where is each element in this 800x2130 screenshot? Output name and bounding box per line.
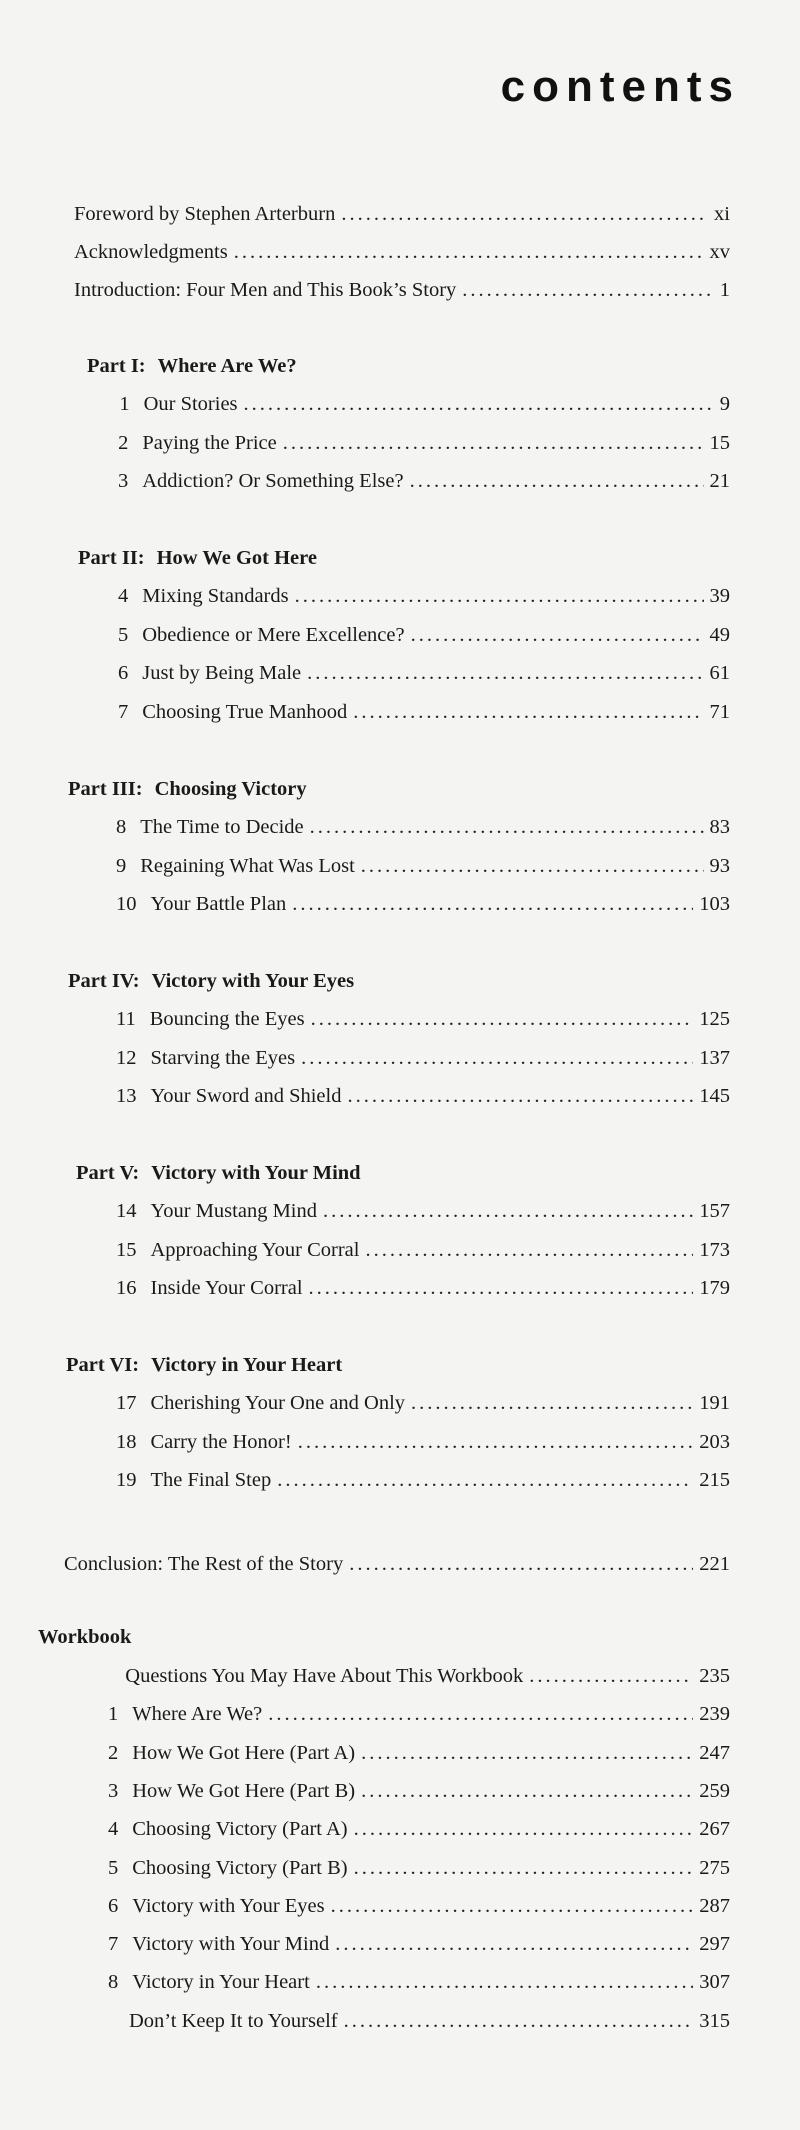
entry-title: Obedience or Mere Excellence? [142,623,405,646]
toc-entry [116,1085,730,1115]
entry-title: Your Sword and Shield [150,1085,342,1107]
dot-leader [244,393,714,416]
entry-number: 4 [108,1818,119,1841]
entry-title: Where Are We? [132,1703,263,1726]
entry-page-number: 259 [699,1779,730,1802]
entry-page-number: 21 [709,470,730,492]
dot-leader [309,1277,694,1300]
entry-title: Cherishing Your One and Only [150,1392,406,1414]
entry-page-number: 93 [709,854,730,877]
entry-number: 19 [116,1469,137,1491]
dot-leader [347,1085,693,1108]
dot-leader [298,1431,694,1454]
dot-leader [234,241,704,264]
entry-title: Choosing Victory (Part B) [132,1856,348,1879]
entry-title: Introduction: Four Men and This Book’s Story [74,279,457,301]
entry-title: How We Got Here (Part B) [132,1779,356,1802]
part-title: Where Are We? [157,355,297,377]
toc-entry [108,1780,730,1810]
toc-entry [108,1703,730,1733]
dot-leader [277,1469,693,1492]
entry-title: Regaining What Was Lost [140,854,355,877]
entry-page-number: 307 [699,1971,730,1994]
entry-page-number: 235 [699,1665,730,1687]
dot-leader [331,1895,694,1918]
toc-entry [118,624,730,654]
entry-page-number: 49 [709,623,730,646]
entry-title: Bouncing the Eyes [149,1008,305,1030]
dot-leader [344,2010,694,2033]
entry-title: Questions You May Have About This Workbook [125,1665,524,1687]
entry-title: Mixing Standards [142,585,289,607]
dot-leader [335,1933,693,1956]
dot-leader [295,585,704,608]
entry-page-number: 61 [709,662,730,684]
toc-entry [116,1431,730,1461]
dot-leader [361,855,704,878]
entry-page-number: 191 [699,1392,730,1414]
dot-leader [301,1047,693,1070]
dot-leader [354,1818,694,1841]
entry-title: Paying the Price [142,431,277,454]
dot-leader [349,1553,693,1576]
toc-entry [118,432,730,462]
dot-leader [307,662,703,685]
entry-page-number: 103 [699,893,730,915]
dot-leader [365,1239,693,1262]
part-title: Victory in Your Heart [151,1354,343,1376]
entry-number: 18 [116,1430,137,1453]
dot-leader [268,1703,693,1726]
entry-title: Just by Being Male [142,662,302,684]
entry-title: Inside Your Corral [150,1277,303,1299]
toc-entry [116,893,730,923]
toc-entry [118,585,730,615]
dot-leader [529,1665,693,1688]
part-label: Part II: [78,547,145,569]
entry-title: Your Battle Plan [150,893,287,915]
toc-entry [118,662,730,692]
toc-entry [116,1469,730,1499]
entry-title: How We Got Here (Part A) [132,1741,356,1764]
entry-page-number: 267 [699,1818,730,1841]
entry-title: Acknowledgments [74,241,228,263]
dot-leader [361,1780,693,1803]
entry-page-number: 275 [699,1856,730,1879]
entry-title: Don’t Keep It to Yourself [129,2009,338,2032]
entry-number: 8 [116,816,127,838]
part-heading [76,1162,361,1185]
toc-entry [116,1047,730,1077]
entry-number: 7 [108,1933,119,1956]
part-label: Part IV: [68,970,140,992]
entry-page-number: 173 [699,1238,730,1261]
toc-entry [118,393,730,423]
part-label: Part V: [76,1162,140,1184]
entry-title: Foreword by Stephen Arterburn [74,203,336,225]
entry-number: 3 [108,1779,119,1802]
entry-page-number: 315 [699,2009,730,2032]
entry-number: 2 [108,1741,119,1764]
part-title: Choosing Victory [154,778,307,800]
dot-leader [411,624,704,647]
dot-leader [316,1971,693,1994]
entry-page-number: 71 [709,700,730,723]
toc-entry [108,1818,730,1848]
toc-entry [116,855,730,885]
entry-title: Victory in Your Heart [132,1971,310,1994]
entry-number: 14 [116,1200,137,1222]
dot-leader [354,1857,694,1880]
dot-leader [411,1392,693,1415]
toc-entry [118,470,730,500]
entry-number: 16 [116,1277,137,1299]
entry-number: 5 [108,1856,119,1879]
part-heading [66,1354,342,1377]
toc-entry [108,1933,730,1963]
entry-page-number: xi [714,203,730,225]
dot-leader [361,1742,693,1765]
page-title: contents [500,62,740,111]
entry-title: Choosing Victory (Part A) [132,1818,348,1841]
entry-title: Conclusion: The Rest of the Story [64,1553,344,1575]
part-title: How We Got Here [156,547,317,569]
entry-page-number: 239 [699,1703,730,1726]
dot-leader [353,701,703,724]
part-title: Victory with Your Eyes [151,970,355,992]
entry-title: Victory with Your Eyes [132,1894,325,1917]
entry-page-number: xv [709,241,730,263]
toc-entry [116,1008,730,1038]
entry-title: Addiction? Or Something Else? [142,470,404,492]
dot-leader [341,203,708,226]
entry-number: 15 [116,1238,137,1261]
toc-entry [74,241,730,271]
entry-title: The Final Step [150,1469,272,1491]
entry-title: Our Stories [143,393,238,415]
part-label: Part III: [68,778,143,800]
entry-page-number: 125 [699,1008,730,1030]
toc-entry [116,1239,730,1269]
dot-leader [323,1200,693,1223]
toc-entry [74,203,730,233]
part-label: Part I: [87,355,146,377]
entry-number: 1 [108,1703,119,1726]
entry-page-number: 287 [699,1894,730,1917]
entry-page-number: 215 [699,1469,730,1491]
part-title: Victory with Your Mind [151,1162,361,1184]
entry-number: 13 [116,1085,137,1107]
workbook-heading: Workbook [38,1626,132,1648]
part-heading [78,547,317,570]
entry-title: Your Mustang Mind [150,1200,318,1222]
toc-entry [108,1742,730,1772]
toc-entry [74,279,730,309]
entry-page-number: 157 [699,1200,730,1222]
entry-title: The Time to Decide [140,816,304,838]
entry-number: 3 [118,470,129,492]
entry-number: 2 [118,431,129,454]
entry-page-number: 179 [699,1277,730,1299]
entry-number: 6 [108,1894,119,1917]
toc-entry [108,1665,730,1695]
toc-entry [108,1857,730,1887]
entry-number: 10 [116,893,137,915]
dot-leader [410,470,704,493]
dot-leader [292,893,693,916]
part-label: Part VI: [66,1354,140,1376]
entry-number: 11 [116,1008,136,1030]
entry-number: 12 [116,1046,137,1069]
toc-entry [116,1200,730,1230]
entry-page-number: 221 [699,1553,730,1575]
part-heading [68,970,354,993]
entry-title: Starving the Eyes [150,1046,296,1069]
part-heading [87,355,297,378]
entry-number: 4 [118,585,129,607]
entry-title: Choosing True Manhood [142,700,348,723]
entry-page-number: 137 [699,1046,730,1069]
entry-page-number: 15 [709,431,730,454]
dot-leader [462,279,713,302]
toc-entry [108,1971,730,2001]
toc-entry [116,1392,730,1422]
entry-page-number: 145 [699,1085,730,1107]
entry-title: Victory with Your Mind [132,1933,330,1956]
entry-number: 7 [118,700,129,723]
toc-entry [118,701,730,731]
entry-title: Approaching Your Corral [150,1238,360,1261]
entry-page-number: 1 [719,279,730,301]
entry-number: 17 [116,1392,137,1414]
entry-number: 9 [116,854,127,877]
entry-number: 6 [118,662,129,684]
entry-page-number: 203 [699,1430,730,1453]
toc-entry [116,816,730,846]
dot-leader [311,1008,694,1031]
entry-number: 5 [118,623,129,646]
dot-leader [310,816,704,839]
entry-page-number: 247 [699,1741,730,1764]
entry-page-number: 83 [709,816,730,838]
dot-leader [283,432,704,455]
toc-entry [116,1277,730,1307]
toc-entry [108,2010,730,2040]
entry-number: 1 [119,393,130,415]
entry-page-number: 297 [699,1933,730,1956]
entry-page-number: 39 [709,585,730,607]
toc-entry [108,1895,730,1925]
part-heading [68,778,307,801]
toc-entry [64,1553,730,1583]
entry-number: 8 [108,1971,119,1994]
entry-page-number: 9 [719,393,730,415]
entry-title: Carry the Honor! [150,1430,292,1453]
